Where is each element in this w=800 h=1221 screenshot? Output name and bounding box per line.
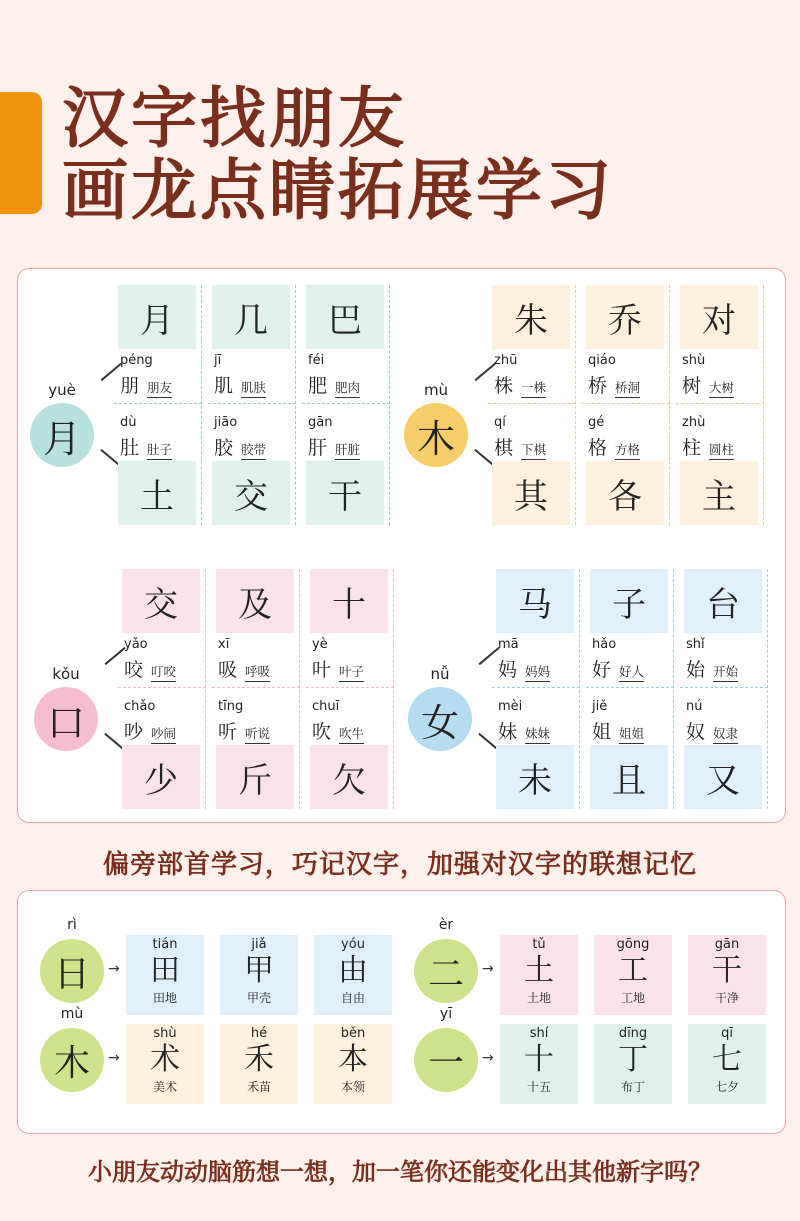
combo-word: 奴隶: [713, 724, 738, 744]
combo-upper: [494, 353, 578, 398]
derived-word: 田地: [152, 991, 177, 1005]
combo-upper: [588, 353, 672, 398]
derived-char-box: [500, 935, 578, 1015]
derived-char-box: [594, 935, 672, 1015]
derived-char: 由: [338, 953, 368, 988]
top-char: 月: [118, 285, 196, 349]
derived-pinyin: běn: [340, 1026, 366, 1041]
combo-pinyin: chuī: [312, 699, 340, 714]
bottom-char: 交: [212, 461, 290, 525]
combo-lower: [308, 415, 392, 460]
derived-pinyin: jiǎ: [251, 937, 267, 952]
derived-char-box: [688, 935, 766, 1015]
derived-char: 土: [524, 953, 554, 988]
divider: [302, 403, 390, 404]
derived-word: 土地: [526, 991, 551, 1005]
combo-pinyin: qiáo: [588, 353, 616, 368]
stroke-card: [17, 890, 786, 1134]
stroke-row-yi: [414, 1006, 784, 1104]
combo-word: 桥洞: [615, 378, 640, 398]
divider: [488, 403, 576, 404]
combo-word: 大树: [709, 378, 734, 398]
combo-word: 肌肤: [241, 378, 266, 398]
combo-pinyin: shù: [682, 353, 706, 368]
combo-lower: [588, 415, 672, 460]
divider: [118, 687, 206, 688]
combo-word: 妈妈: [525, 662, 550, 682]
combo-upper: [308, 353, 392, 398]
char-column: [680, 569, 768, 809]
combo-pinyin: péng: [120, 353, 153, 368]
arrow-right-icon: →: [108, 961, 120, 977]
derived-char-box: [126, 1024, 204, 1104]
base-pinyin: èr: [438, 917, 454, 933]
combo-word: 肚子: [147, 440, 172, 460]
slogan-radicals: 偏旁部首学习，巧记汉字，加强对汉字的联想记忆: [102, 850, 697, 880]
combo-word: 吵闹: [151, 724, 176, 744]
combo-upper: [312, 637, 396, 682]
combo-lower: [312, 699, 396, 744]
combo-char: 吹: [312, 721, 332, 743]
derived-char: 七: [712, 1042, 742, 1077]
combo-upper: [592, 637, 676, 682]
combo-word: 妹妹: [525, 724, 550, 744]
combo-pinyin: gé: [588, 415, 605, 430]
combo-upper: [218, 637, 302, 682]
combo-word: 呼吸: [245, 662, 270, 682]
combo-char: 妹: [498, 721, 518, 743]
radical-badge: [30, 381, 94, 467]
derived-pinyin: dīng: [618, 1026, 648, 1041]
top-char: 几: [212, 285, 290, 349]
derived-pinyin: shí: [529, 1026, 549, 1041]
combo-char: 奴: [686, 721, 706, 743]
combo-word: 方格: [615, 440, 640, 460]
combo-pinyin: yè: [312, 637, 328, 652]
combo-lower: [682, 415, 766, 460]
derived-char-box: [594, 1024, 672, 1104]
radical-circle: 木: [404, 403, 468, 467]
top-char: 马: [496, 569, 574, 633]
derived-pinyin: tǔ: [532, 937, 546, 952]
top-char: 巴: [306, 285, 384, 349]
combo-word: 圆柱: [709, 440, 734, 460]
derived-pinyin: tián: [152, 937, 178, 952]
derived-word: 十五: [526, 1080, 551, 1094]
derived-pinyin: shù: [153, 1026, 177, 1041]
base-circle: 一: [414, 1028, 478, 1092]
combo-word: 一株: [521, 378, 546, 398]
char-column: [492, 569, 580, 809]
arrow-right-icon: →: [482, 961, 494, 977]
combo-char: 胶: [214, 437, 234, 459]
top-char: 乔: [586, 285, 664, 349]
derived-word: 布丁: [620, 1080, 645, 1094]
derived-word: 甲壳: [246, 991, 271, 1005]
top-char: 交: [122, 569, 200, 633]
combo-pinyin: jiě: [592, 699, 608, 714]
combo-word: 胶带: [241, 440, 266, 460]
top-char: 子: [590, 569, 668, 633]
radical-circle: 月: [30, 403, 94, 467]
combo-char: 肚: [120, 437, 140, 459]
char-column: [208, 285, 296, 525]
derived-char-box: [126, 935, 204, 1015]
derived-char-box: [220, 935, 298, 1015]
stroke-row-ri: [40, 917, 410, 1015]
radical-group-yue: [30, 285, 400, 535]
derived-pinyin: qī: [721, 1026, 733, 1041]
combo-lower: [498, 699, 582, 744]
base-pinyin: rì: [67, 917, 77, 933]
combo-pinyin: nú: [686, 699, 703, 714]
bottom-char: 欠: [310, 745, 388, 809]
combo-pinyin: gān: [308, 415, 333, 430]
combo-pinyin: hǎo: [592, 637, 617, 652]
char-column: [114, 285, 202, 525]
radical-group-kou: [34, 569, 404, 819]
combo-char: 肌: [214, 375, 234, 397]
combo-char: 肝: [308, 437, 328, 459]
radical-pinyin: nǚ: [430, 665, 450, 683]
combo-word: 肥肉: [335, 378, 360, 398]
combo-pinyin: jī: [214, 353, 222, 368]
top-char: 及: [216, 569, 294, 633]
arrow-right-icon: →: [482, 1050, 494, 1066]
accent-bar: [0, 92, 42, 214]
top-char: 台: [684, 569, 762, 633]
combo-word: 叶子: [339, 662, 364, 682]
derived-word: 七夕: [714, 1080, 739, 1094]
combo-upper: [686, 637, 770, 682]
derived-char-box: [688, 1024, 766, 1104]
combo-pinyin: mā: [498, 637, 519, 652]
derived-word: 美术: [152, 1080, 177, 1094]
combo-char: 叶: [312, 659, 332, 681]
combo-char: 朋: [120, 375, 140, 397]
char-column: [118, 569, 206, 809]
bottom-char: 且: [590, 745, 668, 809]
combo-char: 吸: [218, 659, 238, 681]
bottom-char: 未: [496, 745, 574, 809]
divider: [212, 687, 300, 688]
combo-lower: [120, 415, 204, 460]
bottom-char: 少: [122, 745, 200, 809]
combo-char: 格: [588, 437, 608, 459]
base-circle: 木: [40, 1028, 104, 1092]
radical-badge: [34, 665, 98, 751]
derived-pinyin: hé: [250, 1026, 268, 1041]
bottom-char: 干: [306, 461, 384, 525]
derived-pinyin: gān: [714, 937, 740, 952]
derived-pinyin: gōng: [616, 937, 650, 952]
stroke-row-er: [414, 917, 784, 1015]
combo-char: 株: [494, 375, 514, 397]
bottom-char: 主: [680, 461, 758, 525]
combo-char: 桥: [588, 375, 608, 397]
char-column: [582, 285, 670, 525]
combo-char: 棋: [494, 437, 514, 459]
base-pinyin: mù: [60, 1006, 84, 1022]
combo-pinyin: jiāo: [214, 415, 238, 430]
combo-char: 肥: [308, 375, 328, 397]
combo-word: 听说: [245, 724, 270, 744]
combo-pinyin: zhū: [494, 353, 518, 368]
char-column: [306, 569, 394, 809]
combo-lower: [686, 699, 770, 744]
combo-upper: [498, 637, 582, 682]
derived-char-box: [500, 1024, 578, 1104]
combo-upper: [120, 353, 204, 398]
bottom-char: 土: [118, 461, 196, 525]
top-char: 对: [680, 285, 758, 349]
combo-pinyin: mèi: [498, 699, 523, 714]
derived-char-box: [314, 935, 392, 1015]
radical-pinyin: mù: [423, 381, 449, 399]
divider: [306, 687, 394, 688]
combo-pinyin: tīng: [218, 699, 244, 714]
radical-group-mu: [404, 285, 774, 535]
derived-char: 丁: [618, 1042, 648, 1077]
combo-upper: [124, 637, 208, 682]
combo-pinyin: zhù: [682, 415, 706, 430]
slogan-strokes: 小朋友动动脑筋想一想，加一笔你还能变化出其他新字吗？: [88, 1158, 712, 1186]
combo-char: 妈: [498, 659, 518, 681]
bottom-char: 其: [492, 461, 570, 525]
derived-word: 禾苗: [246, 1080, 271, 1094]
combo-lower: [124, 699, 208, 744]
combo-word: 吹牛: [339, 724, 364, 744]
derived-pinyin: yóu: [341, 937, 365, 952]
divider: [676, 403, 764, 404]
combo-char: 树: [682, 375, 702, 397]
divider: [586, 687, 674, 688]
combo-pinyin: shǐ: [686, 637, 705, 652]
combo-lower: [494, 415, 578, 460]
combo-char: 听: [218, 721, 238, 743]
combo-pinyin: yǎo: [124, 637, 148, 652]
derived-char: 术: [150, 1042, 180, 1077]
radical-badge: [404, 381, 468, 467]
top-char: 朱: [492, 285, 570, 349]
divider: [114, 403, 202, 404]
combo-word: 开始: [713, 662, 738, 682]
combo-word: 好人: [619, 662, 644, 682]
combo-word: 下棋: [521, 440, 546, 460]
combo-upper: [214, 353, 298, 398]
combo-pinyin: chǎo: [124, 699, 156, 714]
radical-badge: [408, 665, 472, 751]
char-column: [302, 285, 390, 525]
combo-word: 叮咬: [151, 662, 176, 682]
derived-char: 干: [712, 953, 742, 988]
combo-char: 好: [592, 659, 612, 681]
derived-char: 甲: [244, 953, 274, 988]
base-pinyin: yī: [439, 1006, 453, 1022]
char-column: [212, 569, 300, 809]
top-char: 十: [310, 569, 388, 633]
page-title-line2: 画龙点睛拓展学习: [62, 152, 614, 229]
combo-pinyin: dù: [120, 415, 137, 430]
stroke-row-mu: [40, 1006, 410, 1104]
combo-char: 姐: [592, 721, 612, 743]
radical-circle: 女: [408, 687, 472, 751]
derived-word: 自由: [340, 991, 365, 1005]
radical-group-nv: [408, 569, 778, 819]
derived-char-box: [314, 1024, 392, 1104]
combo-char: 吵: [124, 721, 144, 743]
divider: [492, 687, 580, 688]
radical-pinyin: kǒu: [52, 665, 80, 683]
derived-char: 本: [338, 1042, 368, 1077]
arrow-right-icon: →: [108, 1050, 120, 1066]
bottom-char: 又: [684, 745, 762, 809]
base-circle: 二: [414, 939, 478, 1003]
combo-word: 肝脏: [335, 440, 360, 460]
bottom-char: 斤: [216, 745, 294, 809]
derived-word: 本领: [340, 1080, 365, 1094]
combo-char: 咬: [124, 659, 144, 681]
divider: [680, 687, 768, 688]
char-column: [676, 285, 764, 525]
page-title-line1: 汉字找朋友: [62, 80, 407, 157]
combo-char: 柱: [682, 437, 702, 459]
derived-word: 工地: [620, 991, 645, 1005]
derived-char: 田: [150, 953, 180, 988]
combo-pinyin: féi: [308, 353, 325, 368]
radical-pinyin: yuè: [48, 381, 76, 399]
derived-word: 干净: [714, 991, 739, 1005]
derived-char: 禾: [244, 1042, 274, 1077]
divider: [582, 403, 670, 404]
derived-char: 十: [524, 1042, 554, 1077]
combo-pinyin: qí: [494, 415, 506, 430]
derived-char-box: [220, 1024, 298, 1104]
combo-word: 姐姐: [619, 724, 644, 744]
combo-pinyin: xī: [218, 637, 230, 652]
combo-lower: [592, 699, 676, 744]
derived-char: 工: [618, 953, 648, 988]
combo-word: 朋友: [147, 378, 172, 398]
char-column: [586, 569, 674, 809]
combo-lower: [218, 699, 302, 744]
char-column: [488, 285, 576, 525]
combo-char: 始: [686, 659, 706, 681]
radical-circle: 口: [34, 687, 98, 751]
bottom-char: 各: [586, 461, 664, 525]
divider: [208, 403, 296, 404]
base-circle: 日: [40, 939, 104, 1003]
combo-lower: [214, 415, 298, 460]
radical-card: [17, 268, 786, 823]
combo-upper: [682, 353, 766, 398]
